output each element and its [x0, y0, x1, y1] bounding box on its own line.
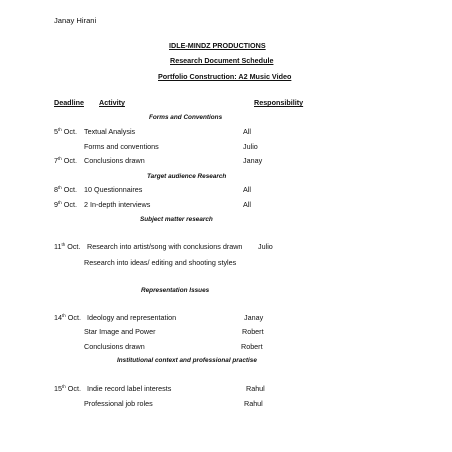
row-activity: Ideology and representation: [87, 313, 177, 322]
section-heading-representation: Representation Issues: [141, 287, 210, 294]
row-responsibility: Janay: [244, 313, 264, 322]
row-activity: Conclusions drawn: [84, 156, 145, 165]
row-deadline: 15th Oct.: [54, 384, 81, 393]
row-deadline: 8th Oct.: [54, 185, 77, 194]
document-title: Research Document Schedule: [170, 56, 274, 65]
row-activity: 10 Questionnaires: [84, 185, 143, 194]
section-heading-forms: Forms and Conventions: [149, 114, 223, 121]
row-responsibility: Robert: [242, 327, 264, 336]
row-activity: 2 In-depth interviews: [84, 200, 151, 209]
header-responsibility: Responsibility: [254, 98, 304, 107]
section-heading-target: Target audience Research: [147, 173, 227, 180]
row-activity: Professional job roles: [84, 399, 153, 408]
row-activity: Textual Analysis: [84, 127, 136, 136]
row-activity: Forms and conventions: [84, 142, 159, 151]
section-heading-institutional: Institutional context and professional practise: [117, 357, 257, 364]
row-activity: Research into artist/song with conclusions drawn: [87, 242, 243, 251]
row-responsibility: All: [243, 200, 251, 209]
row-responsibility: Julio: [258, 242, 273, 251]
document-subtitle: Portfolio Construction: A2 Music Video: [158, 72, 292, 81]
row-activity: Conclusions drawn: [84, 342, 145, 351]
row-responsibility: All: [243, 127, 251, 136]
row-responsibility: All: [243, 185, 251, 194]
row-responsibility: Julio: [243, 142, 258, 151]
row-activity: Indie record label interests: [87, 384, 172, 393]
author-name: Janay Hirani: [54, 16, 97, 25]
row-deadline: 5th Oct.: [54, 127, 77, 136]
row-responsibility: Janay: [243, 156, 263, 165]
row-responsibility: Robert: [241, 342, 263, 351]
row-activity: Research into ideas/ editing and shooting styles: [84, 258, 237, 267]
row-deadline: 9th Oct.: [54, 200, 77, 209]
header-activity: Activity: [99, 98, 125, 107]
row-responsibility: Rahul: [246, 384, 265, 393]
section-heading-subject: Subject matter research: [140, 216, 213, 223]
company-title: IDLE-MINDZ PRODUCTIONS: [169, 41, 266, 50]
row-responsibility: Rahul: [244, 399, 263, 408]
row-deadline: 11th Oct.: [54, 242, 81, 251]
header-deadline: Deadline: [54, 98, 84, 107]
row-deadline: 14th Oct.: [54, 313, 81, 322]
row-activity: Star Image and Power: [84, 327, 156, 336]
row-deadline: 7th Oct.: [54, 156, 77, 165]
